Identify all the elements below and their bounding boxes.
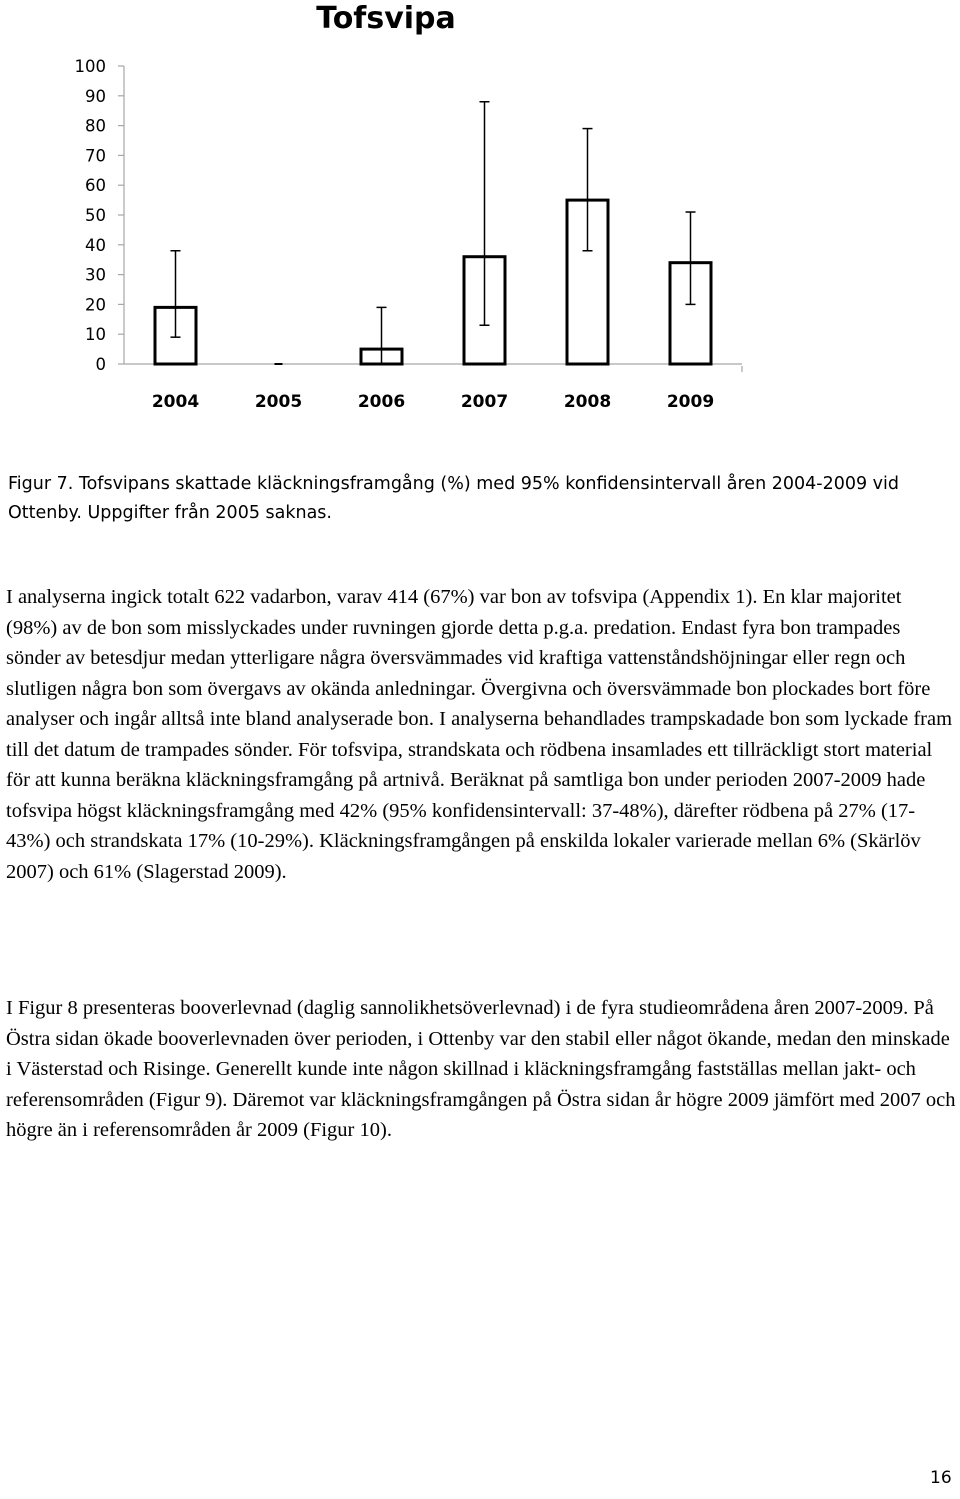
caption-text: Figur 7. Tofsvipans skattade kläckningsframgång (%) med 95% konfidensintervall åren 2004-2009 vid Ottenby. Uppgifter från 2005 saknas. [8,474,899,523]
y-tick-label: 90 [85,86,106,106]
x-tick-label: 2009 [666,392,715,412]
page-number: 16 [930,1468,952,1488]
x-tick-label: 2008 [563,392,612,412]
y-tick-label: 60 [85,176,106,196]
y-tick-label: 70 [85,146,106,166]
y-tick-label: 80 [85,116,106,136]
y-tick-label: 100 [74,57,106,76]
x-tick-label: 2007 [460,392,509,412]
x-tick-label: 2004 [151,392,200,412]
x-tick-label: 2005 [254,392,303,412]
bars [155,102,711,364]
x-tick-label: 2006 [357,392,406,412]
y-tick-label: 30 [85,265,106,285]
y-tick-label: 50 [85,206,106,225]
paragraph-text: I analyserna ingick totalt 622 vadarbon, varav 414 (67%) var bon av tofsvipa (Appendix 1). En klar majoritet (98%) av de bon som misslyckades under ruvningen gjorde detta p.g.a. predation. Endast fyra bon trampades sönder av betesdjur medan ytterligare några översvämmades vid kraftiga vattenståndshöjningar eller regn och slutligen några bon som övergavs av okända anledningar. Övergivna och översvämmade bon plockades bort före analyser och ingår alltså inte bland analyserade bon. I analyserna behandlades trampskadade bon som lyckade fram till det datum de trampades sönder. För tofsvipa, strandskata och rödbena insamlades ett tillräckligt stort material för att kunna beräkna kläckningsframgång på artnivå. Beräknat på samtliga bon under perioden 2007-2009 hade tofsvipa högst kläckningsframgång med 42% (95% konfidensintervall: 37-48%), därefter rödbena på 27% (17-43%) och strandskata 17% (10-29%). Kläckningsframgången på enskilda lokaler varierade mellan 6% (Skärlöv 2007) och 61% (Slagerstad 2009). [6,586,953,883]
x-axis [152,392,714,412]
y-tick-label: 0 [95,355,106,374]
body-paragraph-2 [6,993,956,1146]
body-paragraph-1 [6,582,956,887]
chart-title: Tofsvipa [316,1,456,36]
y-tick-label: 20 [85,295,106,315]
hatching-success-chart [0,0,960,460]
paragraph-text: I Figur 8 presenteras booverlevnad (daglig sannolikhetsöverlevnad) i de fyra studieområdena åren 2007-2009. På Östra sidan ökade booverlevnaden över perioden, i Ottenby var den stabil eller något ökande, medan den minskade i Västerstad och Risinge. Generellt kunde inte någon skillnad i kläckningsframgång fastställas mellan jakt- och referensområden (Figur 9). Däremot var kläckningsframgången på Östra sidan år högre 2009 jämfört med 2007 och högre än i referensområden år 2009 (Figur 10). [6,997,956,1141]
y-tick-label: 40 [85,235,106,255]
y-tick-label: 10 [85,325,106,345]
figure-caption [8,470,953,528]
